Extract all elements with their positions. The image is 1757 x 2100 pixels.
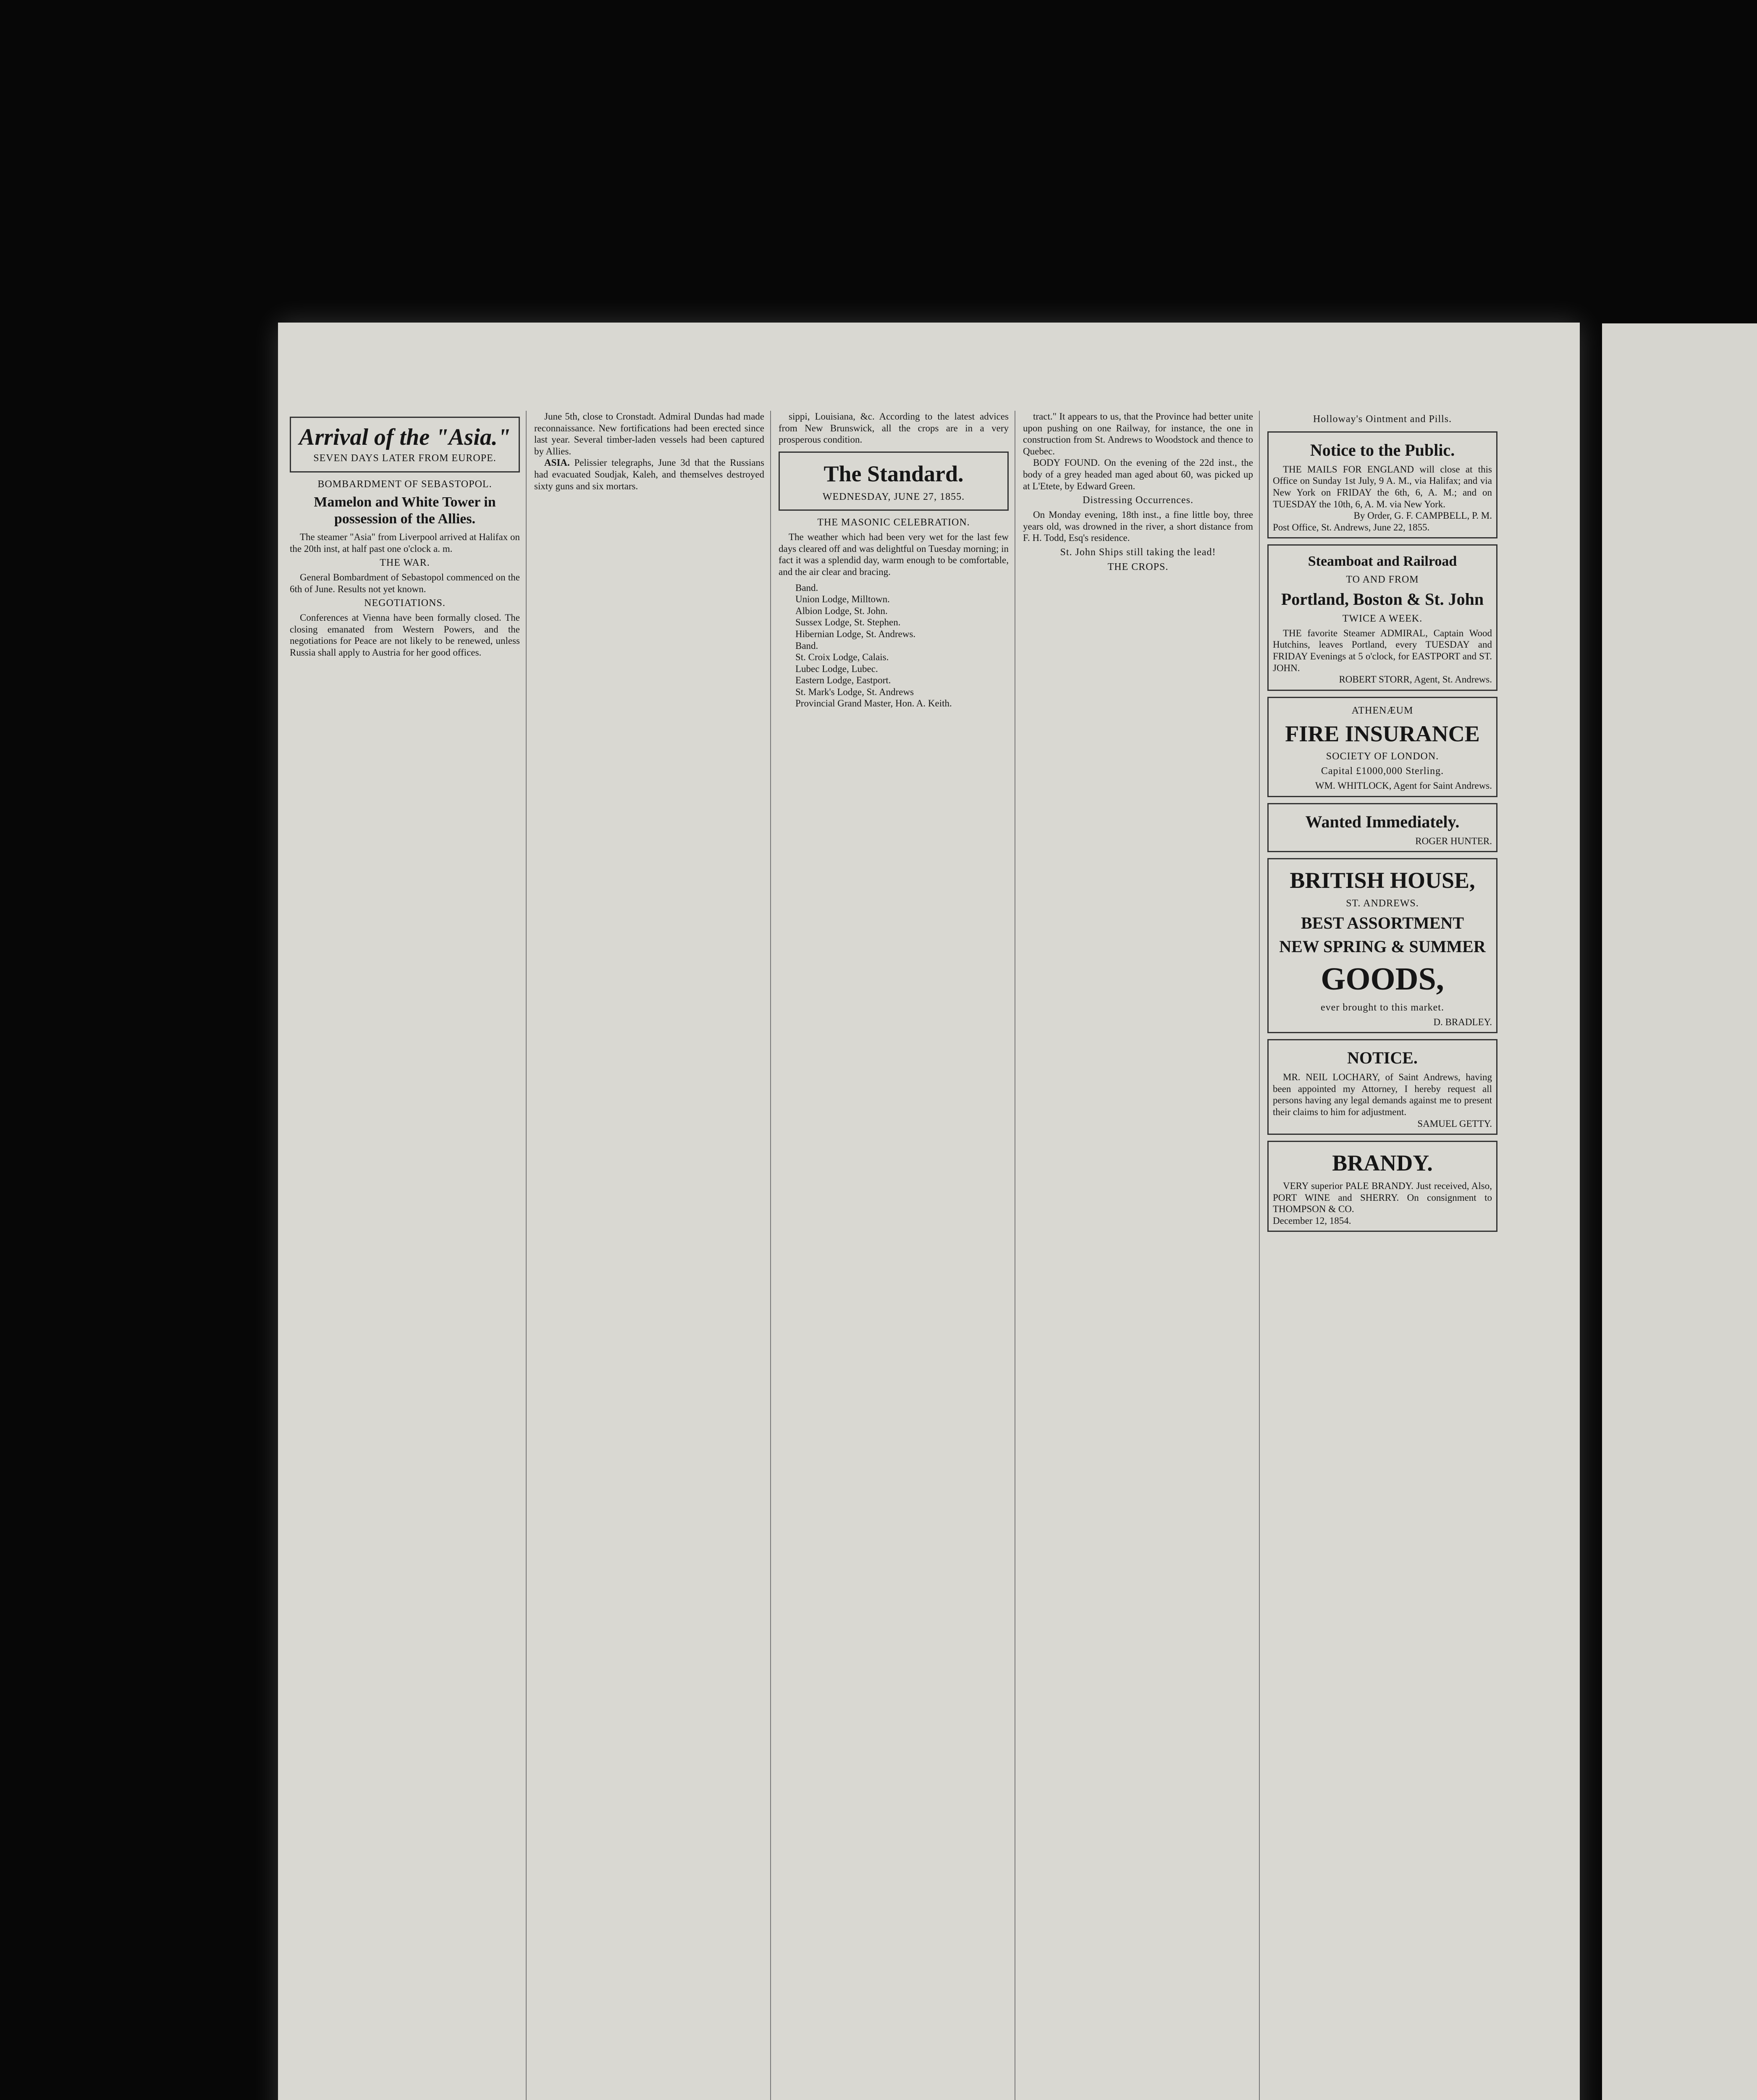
war-paragraph: General Bombardment of Sebastopol commenced on the 6th of June. Results not yet known. <box>290 572 520 594</box>
brandy-heading: BRANDY. <box>1332 1150 1433 1176</box>
column-rule <box>1259 411 1260 2100</box>
notice-paragraph: THE MAILS FOR ENGLAND will close at this Office on Sunday 1st July, 9 A. M., via Halifax; and via New York on FRIDAY the 6th, 6, A. M.; and on TUESDAY the 10th, 6, A. M. via New York. <box>1273 464 1492 509</box>
railway-paragraph: tract." It appears to us, that the Province had better unite upon pushing on one Railway, for instance, the one in construction from St. Andrews to Woodstock and thence to Quebec. <box>1023 411 1253 457</box>
asia-subtitle: SEVEN DAYS LATER FROM EUROPE. <box>313 453 496 464</box>
fire-insurance-box <box>1267 697 1497 797</box>
fire-capital: Capital £1000,000 Sterling. <box>1321 766 1444 777</box>
british-house-signature: D. BRADLEY. <box>1433 1016 1492 1027</box>
asia-paragraph <box>534 457 764 492</box>
best-assortment: BEST ASSORTMENT <box>1301 913 1464 932</box>
newspaper-page <box>278 323 1580 2100</box>
adjacent-page-strip <box>1602 323 1757 2100</box>
holloway-heading: Holloway's Ointment and Pills. <box>1313 414 1452 425</box>
procession-item: St. Croix Lodge, Calais. <box>795 652 889 663</box>
athenaeum-label: ATHENÆUM <box>1351 705 1413 716</box>
masthead-title: The Standard. <box>823 461 964 486</box>
dateline: WEDNESDAY, JUNE 27, 1855. <box>822 491 965 502</box>
masonic-paragraph: The weather which had been very wet for the last few days cleared off and was delightful on Tuesday morning; in fact it was a splendid day, warm enough to be comfortable, and the air clear and bracing. <box>779 532 1009 577</box>
procession-item: St. Mark's Lodge, St. Andrews <box>795 686 914 697</box>
brandy-paragraph: VERY superior PALE BRANDY. Just received, Also, PORT WINE and SHERRY. On consignment to THOMPSON & CO. <box>1273 1181 1492 1215</box>
goods-note: ever brought to this market. <box>1321 1002 1444 1013</box>
fire-agent: WM. WHITLOCK, Agent for Saint Andrews. <box>1315 780 1492 791</box>
notice-heading: Notice to the Public. <box>1310 440 1455 459</box>
british-house-box <box>1267 858 1497 1033</box>
procession-item: Hibernian Lodge, St. Andrews. <box>795 628 916 639</box>
notice-place: Post Office, St. Andrews, June 22, 1855. <box>1273 522 1430 533</box>
procession-item: Sussex Lodge, St. Stephen. <box>795 617 901 628</box>
steamboat-paragraph: THE favorite Steamer ADMIRAL, Captain Wood Hutchins, leaves Portland, every TUESDAY and FRIDAY Evenings at 5 o'clock, for EASTPORT and ST. JOHN. <box>1273 627 1492 673</box>
column-5 <box>1267 411 1497 2100</box>
notice2-signature: SAMUEL GETTY. <box>1417 1118 1492 1129</box>
war-heading: THE WAR. <box>380 557 430 569</box>
column-4 <box>1023 411 1253 2100</box>
procession-item: Band. <box>795 640 818 651</box>
column-3 <box>779 411 1009 2100</box>
procession-item: Albion Lodge, St. John. <box>795 605 888 616</box>
column-rule <box>526 411 527 2100</box>
goods-heading: GOODS, <box>1321 961 1444 997</box>
asia-box <box>290 417 520 472</box>
procession-item: Band. <box>795 582 818 593</box>
steamboat-frequency: TWICE A WEEK. <box>1342 613 1423 624</box>
steamboat-box <box>1267 544 1497 690</box>
mamelon-headline: Mamelon and White Tower in possession of the Allies. <box>314 494 496 527</box>
procession-list <box>795 582 1009 710</box>
notice-box <box>1267 431 1497 539</box>
steamboat-line: TO AND FROM <box>1346 574 1419 585</box>
masonic-heading: THE MASONIC CELEBRATION. <box>817 517 970 528</box>
wanted-box <box>1267 803 1497 853</box>
procession-item: Lubec Lodge, Lubec. <box>795 663 878 674</box>
procession-item: Provincial Grand Master, Hon. A. Keith. <box>795 698 952 709</box>
column-rule <box>770 411 771 2100</box>
steamboat-heading: Steamboat and Railroad <box>1308 554 1457 570</box>
column-1 <box>290 411 520 2100</box>
bombardment-heading: BOMBARDMENT OF SEBASTOPOL. <box>317 478 492 490</box>
steamboat-signature: ROBERT STORR, Agent, St. Andrews. <box>1339 674 1492 685</box>
negotiations-paragraph: Conferences at Vienna have been formally closed. The closing emanated from Western Powers, and the negotiations for Peace are not likely to be renewed, unless Russia shall apply to Austria for her good offices. <box>290 612 520 658</box>
baltic-paragraph: June 5th, close to Cronstadt. Admiral Dundas had made reconnaissance. New fortifications had been erected since last year. Several timber-laden vessels had been captured by Allies. <box>534 411 764 457</box>
distressing-heading: Distressing Occurrences. <box>1083 495 1193 506</box>
ships-heading: St. John Ships still taking the lead! <box>1060 546 1216 558</box>
crops-heading: THE CROPS. <box>1107 561 1169 572</box>
distressing-paragraph: On Monday evening, 18th inst., a fine little boy, three years old, was drowned in the river, a short distance from F. H. Todd, Esq's residence. <box>1023 509 1253 543</box>
spring-summer: NEW SPRING & SUMMER <box>1279 937 1486 956</box>
negotiations-heading: NEGOTIATIONS. <box>364 598 446 609</box>
wanted-heading: Wanted Immediately. <box>1305 812 1460 831</box>
steamboat-route: Portland, Boston & St. John <box>1281 589 1484 609</box>
procession-item: Eastern Lodge, Eastport. <box>795 675 891 686</box>
notice-signature: By Order, G. F. CAMPBELL, P. M. <box>1353 510 1492 521</box>
fire-society: SOCIETY OF LONDON. <box>1326 751 1439 762</box>
fire-insurance-heading: FIRE INSURANCE <box>1285 721 1480 746</box>
british-house-heading: BRITISH HOUSE, <box>1290 868 1475 893</box>
asia-text: Pelissier telegraphs, June 3d that the Russians had evacuated Soudjak, Kaleh, and themselves destroyed sixty guns and six mortars. <box>534 457 764 491</box>
brandy-box <box>1267 1141 1497 1232</box>
body-found-paragraph: BODY FOUND. On the evening of the 22d inst., the body of a grey headed man aged about 60, was picked up at L'Etete, by Edward Green. <box>1023 457 1253 491</box>
asia-label: ASIA. <box>544 457 570 468</box>
crops-paragraph: sippi, Louisiana, &c. According to the latest advices from New Brunswick, all the crops are in a very prosperous condition. <box>779 411 1009 445</box>
notice2-box <box>1267 1039 1497 1135</box>
intro-paragraph: The steamer "Asia" from Liverpool arrived at Halifax on the 20th inst, at half past one o'clock a. m. <box>290 532 520 554</box>
notice2-paragraph: MR. NEIL LOCHARY, of Saint Andrews, having been appointed my Attorney, I hereby request all persons having any legal demands against me to present their claims to him for adjustment. <box>1273 1072 1492 1118</box>
brandy-date: December 12, 1854. <box>1273 1215 1351 1226</box>
wanted-signature: ROGER HUNTER. <box>1415 835 1492 846</box>
column-2 <box>534 411 764 2100</box>
masthead-box <box>779 452 1009 511</box>
notice2-heading: NOTICE. <box>1347 1048 1418 1068</box>
british-house-place: ST. ANDREWS. <box>1346 898 1419 909</box>
asia-title: Arrival of the "Asia." <box>299 424 511 450</box>
procession-item: Union Lodge, Milltown. <box>795 594 890 605</box>
